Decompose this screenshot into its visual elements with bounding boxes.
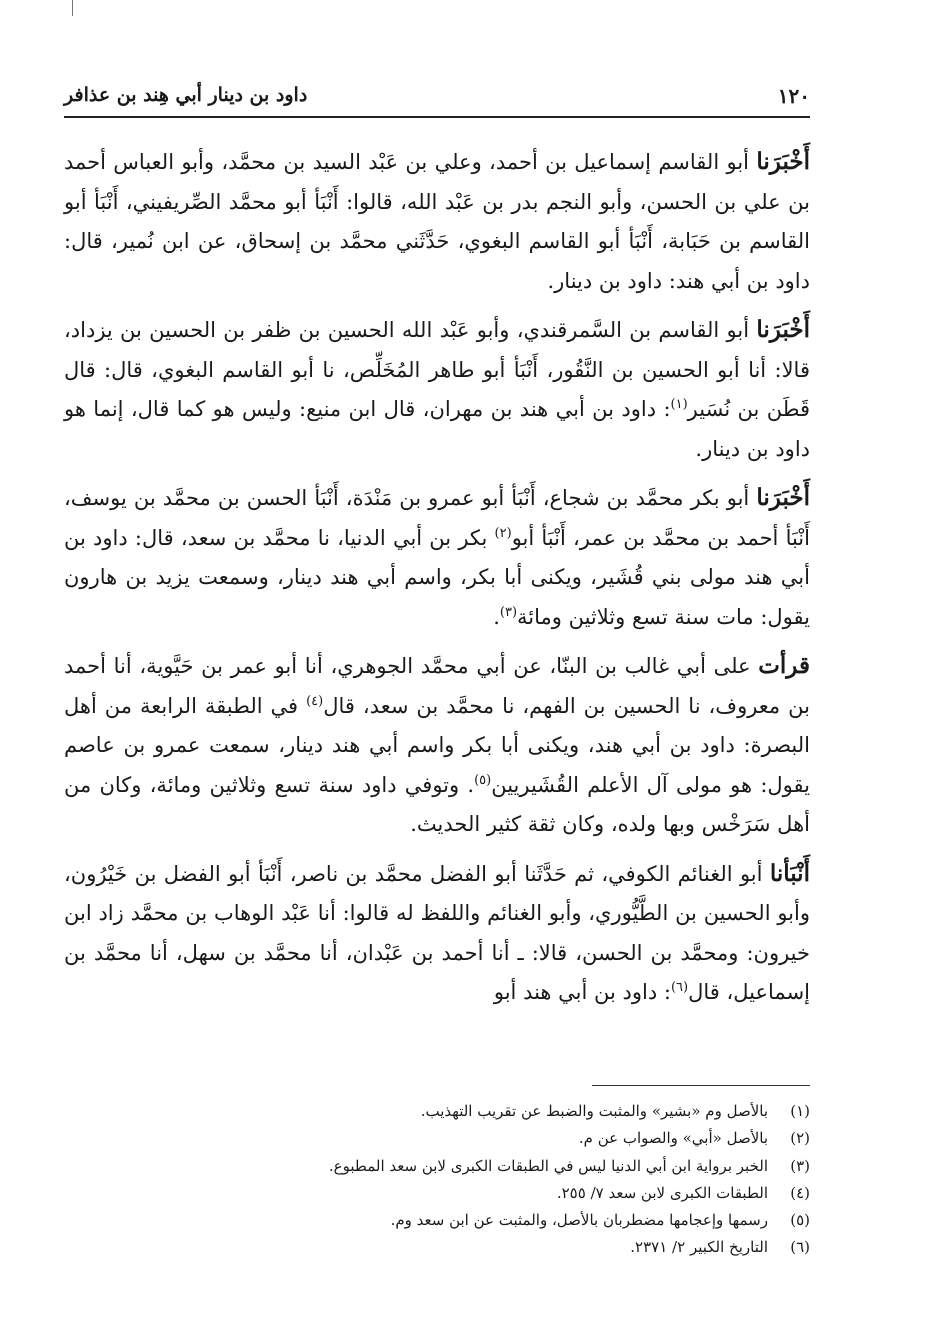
footnote-ref: (٥) <box>474 772 492 788</box>
paragraph-text: أبو بكر محمَّد بن شجاع، أَنْبَأ أبو عمرو بن مَنْدَة، أَنْبَأ الحسن بن محمَّد بن يوسف، أَنْبَأ أحمد بن محمَّد بن عمر، أَنْبَأ أبو <box>64 486 810 550</box>
running-title: داود بن دينار أبي هِند بن عذافر <box>64 84 308 106</box>
footnote-text: الطبقات الكبرى لابن سعد ٧/ ٢٥٥. <box>556 1183 768 1202</box>
main-text <box>64 142 810 1022</box>
paragraph-text: في الطبقة الرابعة من أهل البصرة: داود بن أبي هند، ويكنى أبا بكر واسم أبي هند دينار، سمعت عمرو بن عاصم يقول: هو مولى آل الأعلم القُشَيريين <box>64 693 810 797</box>
footnote-ref: (١) <box>670 397 688 412</box>
footnotes <box>64 1098 810 1262</box>
footnote-ref: (٢) <box>494 525 512 541</box>
paragraph-lead: أَخْبَرَنا <box>756 148 810 175</box>
footnote-number: (٢) <box>790 1129 810 1148</box>
footnote <box>64 1207 810 1234</box>
paragraph-text: أبو الغنائم الكوفي، ثم حَدَّثَنا أبو الفضل محمَّد بن ناصر، أَنْبَأ أبو الفضل بن خَيْرُون، وأبو الحسين بن الطَّيُّوري، وأبو الغنائم واللفظ له قالوا: أنا عَبْد الوهاب بن محمَّد زاد ابن خيرون: ومحمَّد بن الحسن، قالا: ـ أنا أحمد بن عَبْدان، أنا محمَّد بن سهل، أنا محمَّد بن إسماعيل، قال <box>64 861 810 1004</box>
paragraph-text: بكر بن أبي الدنيا، نا محمَّد بن سعد، قال: داود بن أبي هند مولى بني قُشَير، ويكنى أبا بكر، واسم أبي هند دينار، وسمعت يزيد بن هارون يقول: مات سنة تسع وثلاثين ومائة <box>64 525 810 629</box>
footnote <box>64 1180 810 1207</box>
paragraph-lead: قرأت <box>758 652 810 679</box>
footnote-number: (٣) <box>790 1156 810 1175</box>
paragraph-text: أبو القاسم إسماعيل بن أحمد، وعلي بن عَبْد السيد بن محمَّد، وأبو العباس أحمد بن علي بن الحسن، وأبو النجم بدر بن عَبْد الله، قالوا: أَنْبَأ أبو محمَّد الصِّريفيني، أَنْبَأ أبو القاسم بن حَبَابة، أَنْبَأ أبو القاسم البغوي، حَدَّثَني محمَّد بن إسحاق، عن ابن نُمير، قال: داود بن أبي هند: داود بن دينار. <box>64 150 810 293</box>
footnote-text: رسمها وإعجامها مضطربان بالأصل، والمثبت عن ابن سعد وم. <box>390 1211 768 1230</box>
footnote-ref: (٦) <box>670 980 689 995</box>
paragraph-2 <box>64 310 810 469</box>
footnote-ref: (٣) <box>499 604 518 620</box>
paragraph-5 <box>64 854 810 1013</box>
footnote-text: التاريخ الكبير ٢/ ٢٣٧١. <box>630 1238 768 1257</box>
paragraph-1 <box>64 142 810 301</box>
paragraph-text: . <box>493 604 500 629</box>
paragraph-lead: أَنْبَأنا <box>769 859 810 887</box>
page-number: ١٢٠ <box>777 84 810 108</box>
paragraph-text: على أبي غالب بن البنّا، عن أبي محمَّد الجوهري، أنا أبو عمر بن حَيَّوية، أنا أحمد بن معروف، نا الحسين بن الفهم، نا محمَّد بن سعد، قال <box>64 654 810 718</box>
page-header <box>64 80 810 118</box>
footnote <box>64 1234 810 1261</box>
footnote-number: (١) <box>790 1102 810 1120</box>
paragraph-4 <box>64 646 810 845</box>
paragraph-lead: أَخْبَرَنا <box>756 484 810 511</box>
footnote-separator <box>592 1085 810 1086</box>
footnote-ref: (٤) <box>306 693 324 709</box>
footnote-number: (٤) <box>790 1183 810 1202</box>
footnote <box>64 1125 810 1152</box>
paragraph-lead: أَخْبَرَنا <box>756 316 810 343</box>
paragraph-text: أبو القاسم بن السَّمرقندي، وأبو عَبْد الله الحسين بن ظفر بن الحسين بن يزداد، قالا: أنا أبو الحسين بن النَّقُور، أَنْبَأ أبو طاهر المُخَلِّص، نا أبو القاسم البغوي، قال: قال قَطَن بن نُسَير <box>64 318 810 421</box>
scan-mark <box>72 0 73 16</box>
footnote-text: بالأصل وم «بشير» والمثبت والضبط عن تقريب التهذيب. <box>420 1102 768 1120</box>
footnote-number: (٦) <box>790 1238 810 1257</box>
paragraph-text: : داود بن أبي هند بن مهران، قال ابن منيع: وليس هو كما قال، إنما هو داود بن دينار. <box>64 397 810 461</box>
footnote-number: (٥) <box>790 1211 810 1230</box>
footnote-text: الخبر برواية ابن أبي الدنيا ليس في الطبقات الكبرى لابن سعد المطبوع. <box>328 1156 768 1175</box>
paragraph-text: . وتوفي داود سنة تسع وثلاثين ومائة، وكان من أهل سَرَخْس وبها ولده، وكان ثقة كثير الحديث. <box>64 772 810 836</box>
paragraph-text: : داود بن أبي هند أبو <box>493 980 671 1004</box>
footnote <box>64 1098 810 1125</box>
footnote-text: بالأصل «أبي» والصواب عن م. <box>578 1129 768 1148</box>
paragraph-3 <box>64 478 810 637</box>
footnote <box>64 1153 810 1180</box>
